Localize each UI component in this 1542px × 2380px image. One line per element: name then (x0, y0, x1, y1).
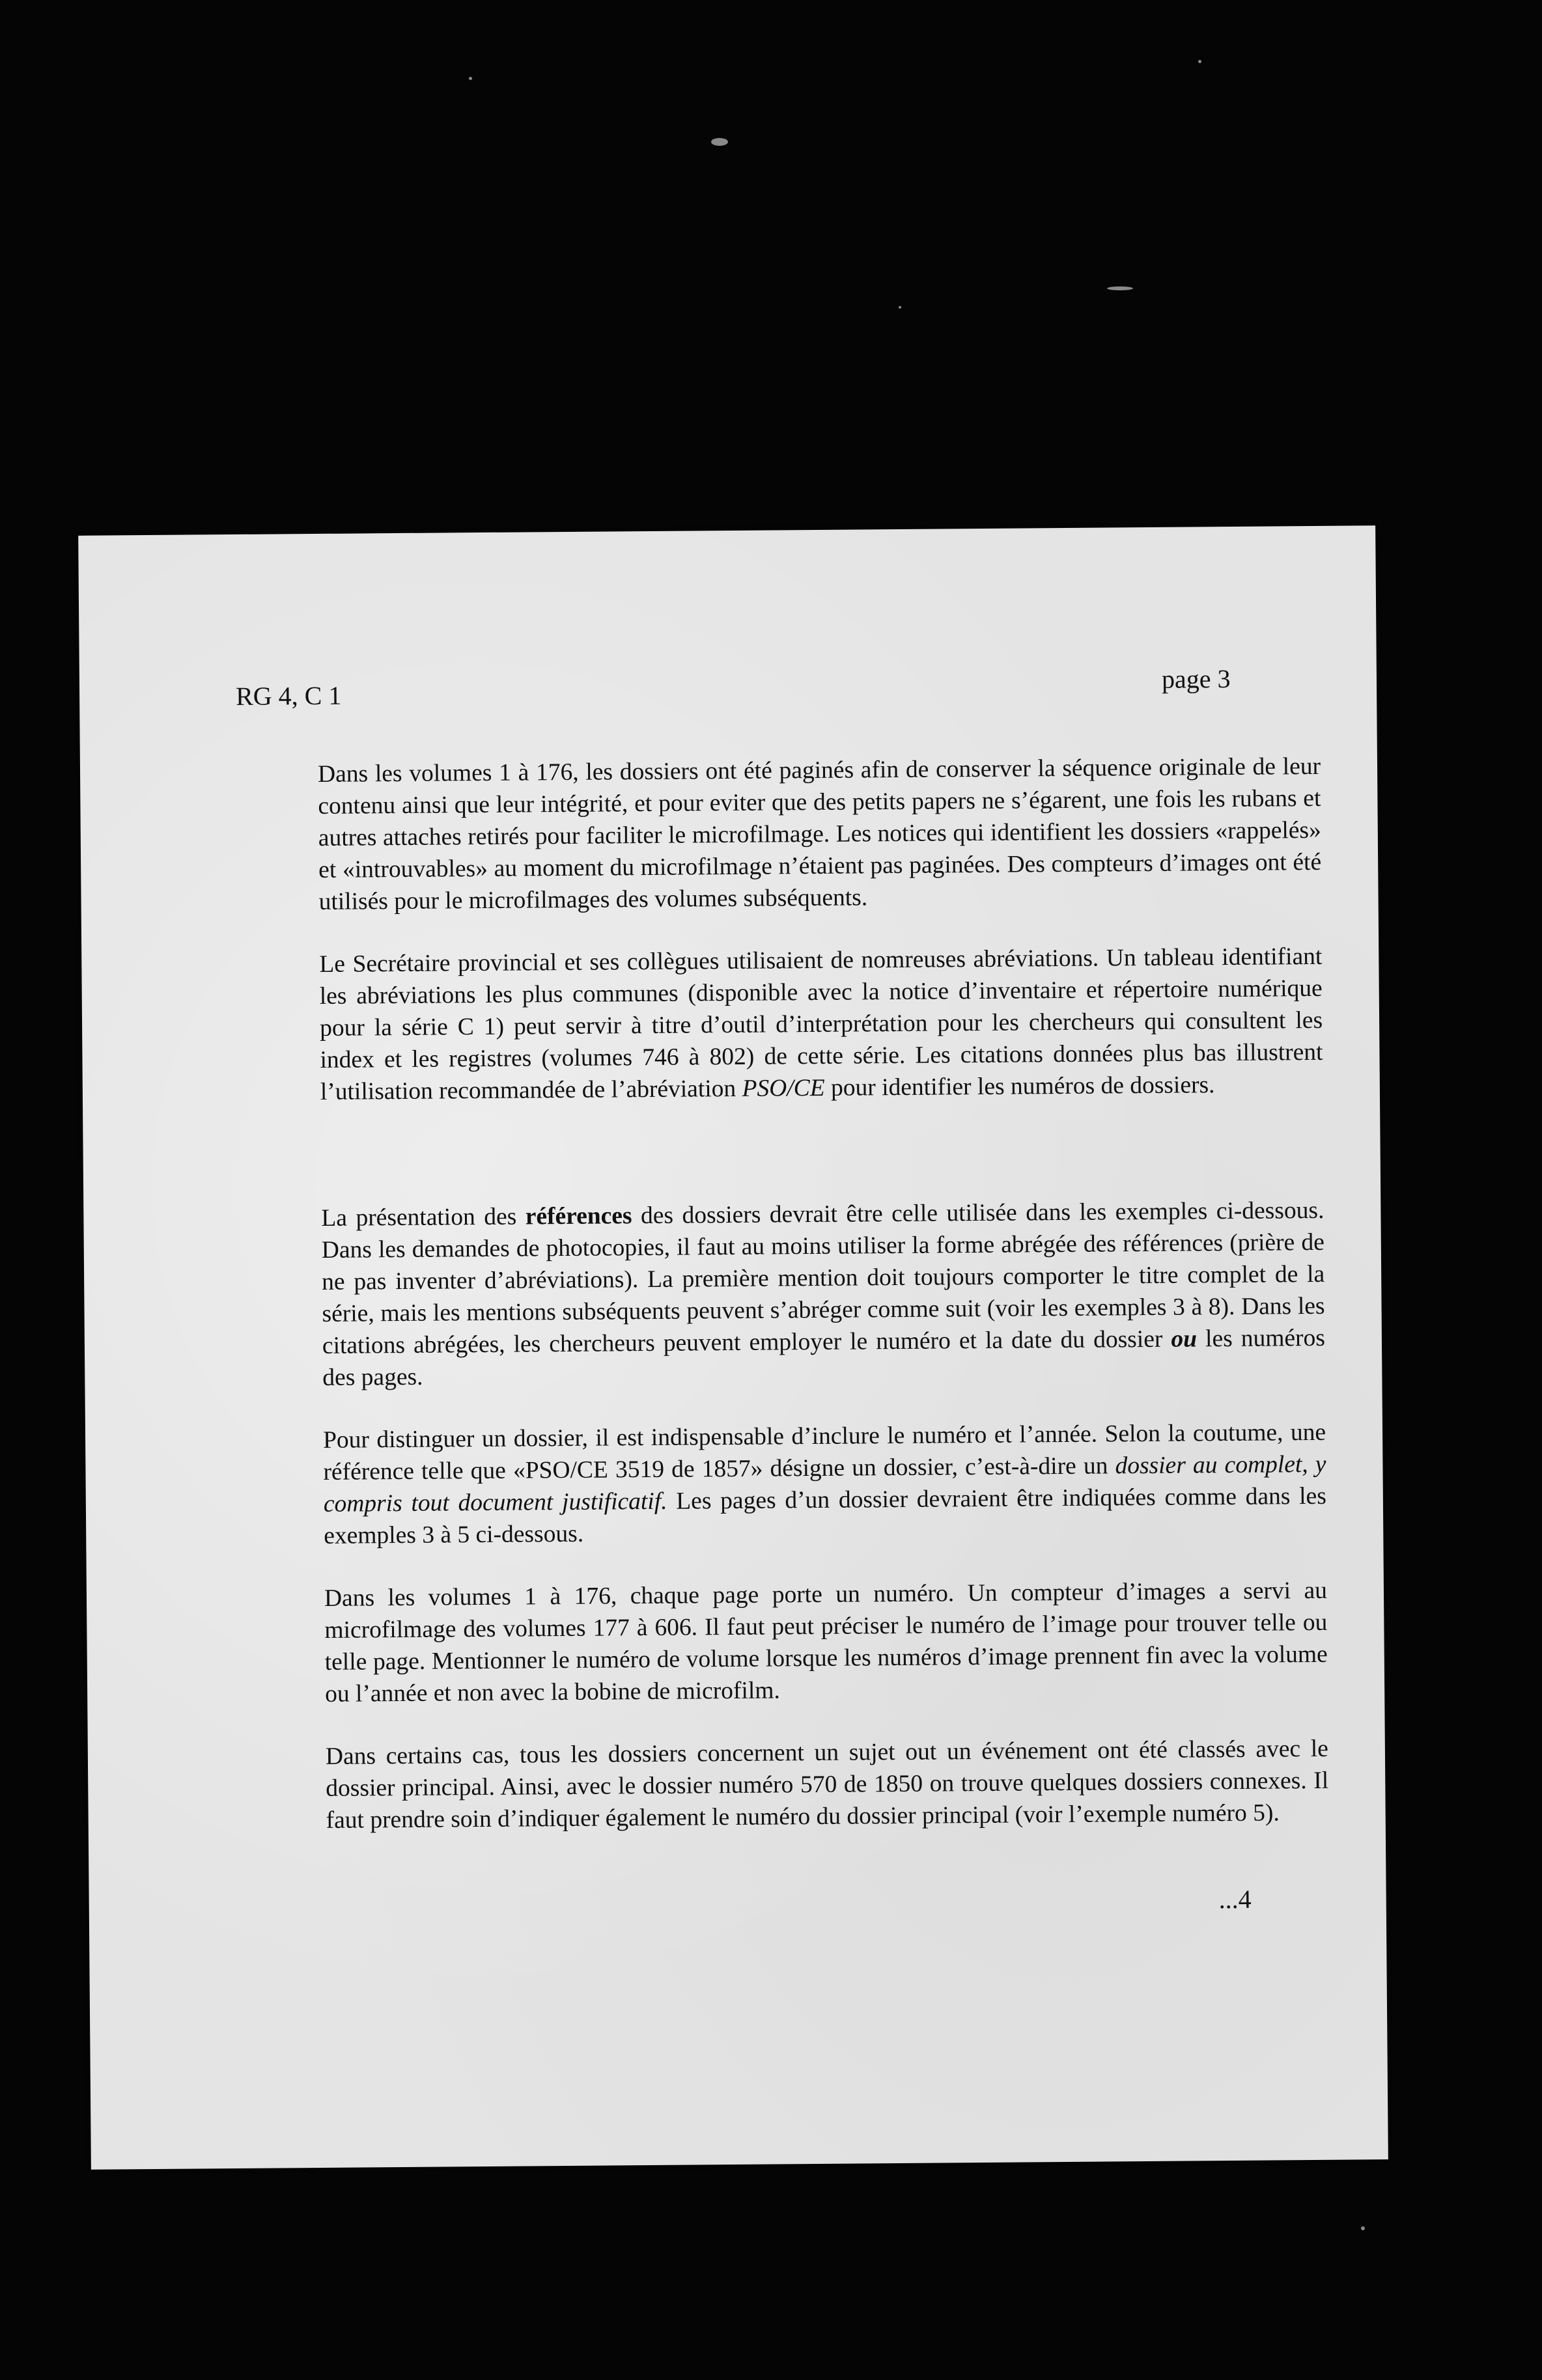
record-group-reference: RG 4, C 1 (235, 680, 342, 711)
paragraph-distinguish-text-end: Les pages d’un dossier devraient être indiquées comme dans les exemples 3 à 5 ci-dessous. (324, 1482, 1326, 1549)
paragraph-abbreviations-text: Le Secrétaire provincial et ses collègues utilisaient de nomreuses abréviations. Un tableau identifiant les abréviations les plus communes (disponible avec la notice d’inventaire et répertoire numérique pour la série C 1) peut servir à titre d’outil d’interprétation pour les chercheurs qui consultent les index et les registres (volumes 746 à 802) de cette série. Les citations données plus bas illustrent l’utilisation recommandée de l’abréviation (319, 943, 1323, 1105)
paragraph-references-text-mid: des dossiers devrait être celle utilisée dans les exemples ci-dessous. Dans les demandes de photocopies, il faut au moins utiliser la forme abrégée des références (prière de ne pas inventer d’abréviations). La première mention doit toujours comporter le titre complet de la série, mais les mentions subséquents peuvent s’abréger comme suit (voir les exemples 3 à 8). Dans les citations abrégées, les chercheurs peuvent employer le numéro et la date du dossier (321, 1197, 1325, 1359)
references-term: références (525, 1202, 632, 1230)
page-number: page 3 (1161, 663, 1231, 694)
abbreviation-term: PSO/CE (742, 1074, 825, 1102)
film-speck (1361, 2226, 1365, 2230)
film-speck (1198, 60, 1201, 63)
paragraph-pagination: Dans les volumes 1 à 176, les dossiers ont été paginés afin de conserver la séquence originale de leur contenu ainsi que leur intégrité, et pour eviter que des petits papers ne s’égarent, une fois les rubans et autres attaches retirés pour faciliter le microfilmage. Les notices qui identifient les dossiers «rappelés» et «introuvables» au moment du microfilmage n’étaient pas paginées. Des compteurs d’images ont été utilisés pour le microfilmages des volumes subséquents. (317, 753, 1322, 915)
film-speck (711, 138, 728, 146)
paragraph-abbreviations (319, 941, 1323, 1108)
paragraph-distinguish-text: Pour distinguer un dossier, il est indispensable d’inclure le numéro et l’année. Selon la coutume, une référence telle que «PSO/CE 3519 de 1857» désigne un dossier, c’est-à-dire un (322, 1418, 1326, 1486)
or-emphasis: ou (1171, 1325, 1198, 1353)
continuation-marker: ...4 (1218, 1884, 1252, 1915)
film-speck (1107, 286, 1133, 290)
paragraph-related-dossiers: Dans certains cas, tous les dossiers concernent un sujet out un événement ont été classés avec le dossier principal. Ainsi, avec le dossier numéro 570 de 1850 on trouve quelques dossiers connexes. Il faut prendre soin d’indiquer également le numéro du dossier principal (voir l’exemple numéro 5). (325, 1735, 1329, 1834)
paragraph-abbreviations-text-end: pour identifier les numéros de dossiers. (824, 1072, 1215, 1101)
document-body (318, 751, 1329, 1836)
film-speck (899, 306, 901, 309)
paragraph-image-counter: Dans les volumes 1 à 176, chaque page porte un numéro. Un compteur d’images a servi au microfilmage des volumes 177 à 606. Il faut peut préciser le numéro de l’image pour trouver telle ou telle page. Mentionner le numéro de volume lorsque les numéros d’image prennent fin avec la volume ou l’année et non avec la bobine de microfilm. (324, 1577, 1328, 1708)
complete-dossier-emphasis: dossier au complet, y compris tout document justificatif. (323, 1450, 1326, 1517)
paragraph-references-text-end: les numéros des pages. (322, 1324, 1326, 1391)
document-page (78, 525, 1388, 2170)
film-speck (469, 77, 472, 80)
paragraph-references-text: La présentation des (321, 1203, 526, 1232)
paragraph-distinguish-dossier (323, 1417, 1326, 1552)
paragraph-references (321, 1195, 1325, 1394)
